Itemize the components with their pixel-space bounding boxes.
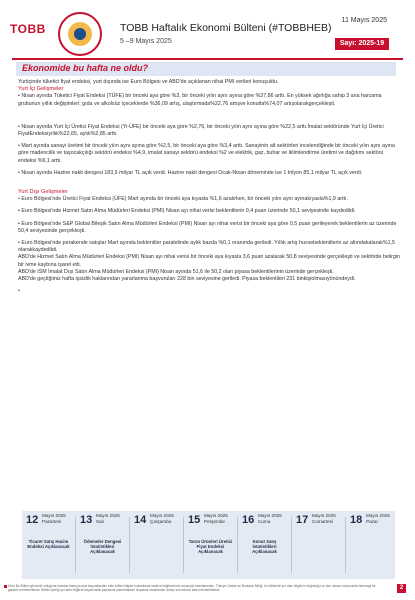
day-event: Ödemeler Dengesi İstatistikleri Açıklanacak <box>83 539 122 555</box>
issue-badge: Sayı: 2025-19 <box>335 38 389 50</box>
day-number: 17 <box>296 514 309 526</box>
calendar-day <box>184 511 237 579</box>
publish-date: 11 Mayıs 2025 <box>341 17 387 24</box>
foreign-item: • Euro Bölgesi'nde perakende satışlar Mart ayında beklentiler paralelinde aylık bazda %0,1 oranında geriledi. Yıllık artış hızısebeklentilerin az altındakalarak%1,5 olarakkaydedildi. ABD'de Hizmet Satın Alma Müdürleri Endeksi (PMI) Nisan ayı nihai verisi bir önceki aya kıyasla 3,6 puan azalarak 50,8 seviyesinde gerçekleşti ve sektörde belirgin bir ivme kaybına işaret etti. ABD'de ISM İmalat Dışı Satın Alma Müdürleri Endeksi (PMI) Nisan ayında 51,6 ile 50,2 olan piyasa beklentilerinin üzerinde gerçekleşti. ABD'de geçtiğimiz hafta işsizlik haklarından yararlanma başvuruları 228 bin seviyesine geriledi. Piyasa beklentileri 231 binkişiolmasıyönündeydi. <box>18 240 400 283</box>
day-weekday: Çarşamba <box>150 519 172 524</box>
intro-text: Yurtiçinde tüketici fiyat endeksi, yurt dışında ise Euro Bölgesi ve ABD'de açıklanan nihai PMI verileri konuşuldu. <box>18 79 279 85</box>
tobb-emblem-icon <box>58 12 102 56</box>
calendar-day <box>292 511 345 579</box>
header-divider <box>12 58 403 60</box>
day-month: Mayıs 2025 <box>258 513 282 518</box>
day-number: 15 <box>188 514 201 526</box>
domestic-item: • Mart ayında sanayi üretimi bir önceki yılın aynı ayına göre %2,5, bir önceki aya göre %3,4 arttı. Sanayinin alt sektörleri incelendiğinde bir önceki yılın aynı ayına göre madencilik ve taşocakçılığı sektörü endeksi %4,9, imalat sanayi sektörü endeksi %2 ve elektrik, gaz, buhar ve iklimlendirme üretimi ve dağıtımı sektörü endeksi %6,1 arttı. <box>18 143 395 164</box>
day-number: 14 <box>134 514 147 526</box>
disclaimer-text: Ürün Bu Bülten güvenilir olduğuna inanılan kamuya açık kaynaklardan elde edilen bilgiler kullanılarak sadece bilgilendirme amacıyla hazırlanmıştır. Türkiye Odalar ve Borsalar Birliği, bu bültende yer alan bilgilerin doğruluğu ve tam olması konusunda herhangi bir garanti vermemektedir. Bülten içeriği yer alan bilgilere dayanılarak yapılacak yatırımlardan oluşacak zararlardan dolayı sorumluluk kabul etmemektedir. <box>8 584 376 592</box>
day-weekday: Pazar <box>366 519 379 524</box>
day-number: 12 <box>26 514 39 526</box>
header <box>0 0 415 60</box>
domestic-heading: Yurt İçi Gelişmeler <box>18 86 64 93</box>
bulletin-title: TOBB Haftalık Ekonomi Bülteni (#TOBBHEB) <box>120 22 332 34</box>
day-month: Mayıs 2025 <box>204 513 228 518</box>
calendar-day <box>346 511 395 579</box>
footer-marker-icon <box>4 585 7 588</box>
day-number: 13 <box>80 514 93 526</box>
calendar-day <box>130 511 183 579</box>
day-weekday: Pazartesi <box>42 519 62 524</box>
tobb-logo: TOBB <box>10 22 46 36</box>
domestic-item: • Nisan ayında Hazine nakit dengesi 183,5 milyar TL açık verdi. Hazine nakit dengesi Ocak-Nisan döneminde ise 1 trilyon 85,1 milyar TL açık verdi. <box>18 169 363 176</box>
foreign-item: • Euro Bölgesi'nde Hizmet Satın Alma Müdürleri Endeksi (PMI) Nisan ayı nihai verisi beklentilerin 0,4 puan üzerinde 50,1 seviyesinde kaydedildi. <box>18 208 356 215</box>
day-number: 18 <box>350 514 363 526</box>
day-event: Tarım Ürünleri Üretici Fiyat Endeksi Açıklanacak <box>188 539 233 555</box>
domestic-item: • Nisan ayında Tüketici Fiyat Endeksi (TÜFE) bir önceki aya göre %3, bir önceki yılın aynı ayına göre %37,86 arttı. En yüksek ağırlığa sahip 3 ana harcama grubunun yıllık değişimleri; gıda ve alkolsüz içeceklerde %36,09 artış, ulaştırmada%22,76 artışve konutta%74,07 artışolarakgerçekleşti. <box>18 93 382 107</box>
date-range: 5 –9 Mayıs 2025 <box>120 38 172 45</box>
calendar-day <box>76 511 129 579</box>
page-number: 2 <box>397 584 406 593</box>
calendar-day <box>238 511 291 579</box>
foreign-item: • Euro Bölgesi'nde Üretici Fiyat Endeksi (ÜFE) Mart ayında bir önceki aya kıyasla %1,6 azalırken, bir önceki yılın aynı ayınakıyasla%1,9 arttı. <box>18 196 348 203</box>
weekly-calendar <box>22 511 395 579</box>
foreign-item: • <box>18 288 20 295</box>
day-month: Mayıs 2025 <box>42 513 66 518</box>
day-event: Konut Satış İstatistikleri Açıklanacak <box>252 539 277 555</box>
section-banner <box>16 62 396 76</box>
day-number: 16 <box>242 514 255 526</box>
foreign-item: • Euro Bölgesi'nde S&P Global Bileşik Satın Alma Müdürleri Endeksi (PMI) Nisan ayı nihai verisi bir önceki aya göre 0,5 puan gerileyerek beklentilerin az üzerinde 50,4 seviyesinde gerçekleşti. <box>18 220 397 234</box>
day-weekday: Salı <box>96 519 104 524</box>
bulletin-content <box>18 79 400 295</box>
foreign-heading: Yurt Dışı Gelişmeler <box>18 189 68 196</box>
day-weekday: Cumartesi <box>312 519 333 524</box>
calendar-day <box>22 511 75 579</box>
day-month: Mayıs 2025 <box>96 513 120 518</box>
day-event: Ticaret Satış Hacim Endeksi Açıklanacak <box>27 539 70 550</box>
day-month: Mayıs 2025 <box>366 513 390 518</box>
day-weekday: Cuma <box>258 519 271 524</box>
day-weekday: Perşembe <box>204 519 225 524</box>
banner-title: Ekonomide bu hafta ne oldu? <box>22 63 148 73</box>
day-month: Mayıs 2025 <box>312 513 336 518</box>
day-month: Mayıs 2025 <box>150 513 174 518</box>
domestic-item: • Nisan ayında Yurt İçi Üretici Fiyat Endeksi (Yi-ÜFE) bir önceki aya göre %2,76, bir önceki yılın aynı ayına göre %22,5 arttı.İmalat sektöründe Yurt İçi Üretici FiyatEndeksiyıllık%22,65, aylık%2,85 arttı. <box>18 123 384 138</box>
